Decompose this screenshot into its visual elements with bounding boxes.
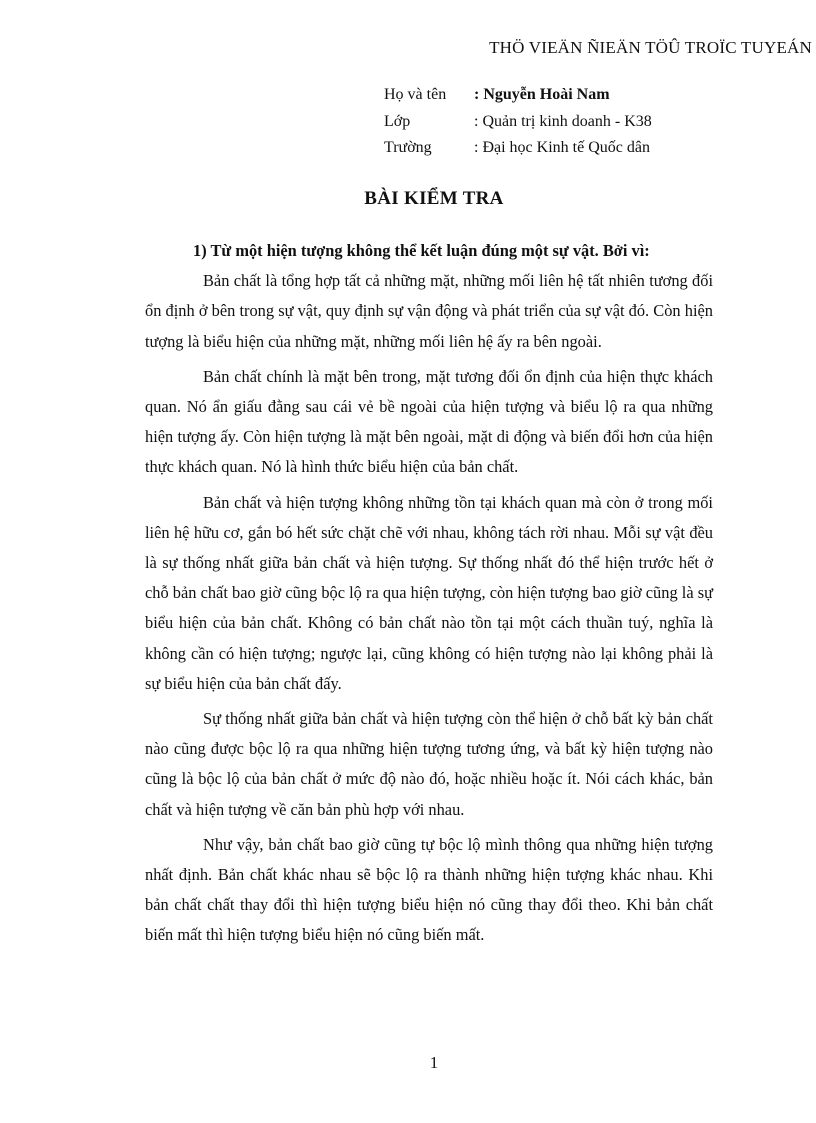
- info-value-class: : Quản trị kinh doanh - K38: [474, 112, 652, 130]
- paragraph-4: Sự thống nhất giữa bản chất và hiện tượng còn thể hiện ở chỗ bất kỳ bản chất nào cũng được bộc lộ ra qua những hiện tượng tương ứng, và bất kỳ hiện tượng nào cũng là bộc lộ của bản chất ở mức độ nào đó, hoặc nhiều hoặc ít. Nói cách khác, bản chất và hiện tượng về căn bản phù hợp với nhau.: [145, 709, 713, 819]
- page-number: 1: [429, 1053, 439, 1072]
- question-heading: 1) Từ một hiện tượng không thể kết luận đúng một sự vật. Bởi vì:: [193, 241, 650, 260]
- info-row-school: [384, 135, 652, 162]
- paragraph-2: Bản chất chính là mặt bên trong, mặt tương đối ổn định của hiện thực khách quan. Nó ẩn giấu đằng sau cái vẻ bề ngoài của hiện tượng và biểu lộ ra qua những hiện tượng ấy. Còn hiện tượng là mặt bên ngoài, mặt di động và biến đổi hơn của hiện thực khách quan. Nó là hình thức biểu hiện của bản chất.: [145, 366, 713, 477]
- paragraph-1: Bản chất là tổng hợp tất cả những mặt, những mối liên hệ tất nhiên tương đối ổn định ở bên trong sự vật, quy định sự vận động và phát triển của sự vật đó. Còn hiện tượng là biểu hiện của những mặt, những mối liên hệ ấy ra bên ngoài.: [145, 271, 713, 351]
- info-label-school: Trường: [384, 139, 432, 156]
- page-header: THÖ VIEÄN ÑIEÄN TÖÛ TROÏC TUYEÁN: [489, 38, 812, 57]
- info-row-class: [384, 109, 652, 136]
- info-label-class: Lớp: [384, 112, 411, 130]
- info-label-name: Họ và tên: [384, 86, 447, 103]
- paragraph-3: Bản chất và hiện tượng không những tồn tại khách quan mà còn ở trong mối liên hệ hữu cơ, gắn bó hết sức chặt chẽ với nhau, không tách rời nhau. Mỗi sự vật đều là sự thống nhất giữa bản chất và hiện tượng. Sự thống nhất đó thể hiện trước hết ở chỗ bản chất bao giờ cũng bộc lộ ra qua hiện tượng, còn hiện tượng bao giờ cũng là sự biểu hiện của bản chất. Không có bản chất nào tồn tại một cách thuần tuý, nghĩa là không cần có hiện tượng; ngược lại, cũng không có hiện tượng nào lại không phải là sự biểu hiện của bản chất đấy.: [145, 492, 713, 693]
- info-value-school: : Đại học Kinh tế Quốc dân: [474, 139, 650, 156]
- info-value-name: : Nguyễn Hoài Nam: [474, 86, 610, 103]
- paragraph-5: Như vậy, bản chất bao giờ cũng tự bộc lộ mình thông qua những hiện tượng nhất định. Bản chất khác nhau sẽ bộc lộ ra thành những hiện tượng khác nhau. Khi bản chất chất thay đổi thì hiện tượng biểu hiện nó cũng thay đổi theo. Khi bản chất biến mất thì hiện tượng biểu hiện nó cũng biến mất.: [145, 834, 713, 945]
- student-info: [384, 82, 652, 162]
- document-body: [145, 236, 713, 956]
- info-row-name: [384, 82, 652, 109]
- document-title: BÀI KIỂM TRA: [364, 188, 504, 209]
